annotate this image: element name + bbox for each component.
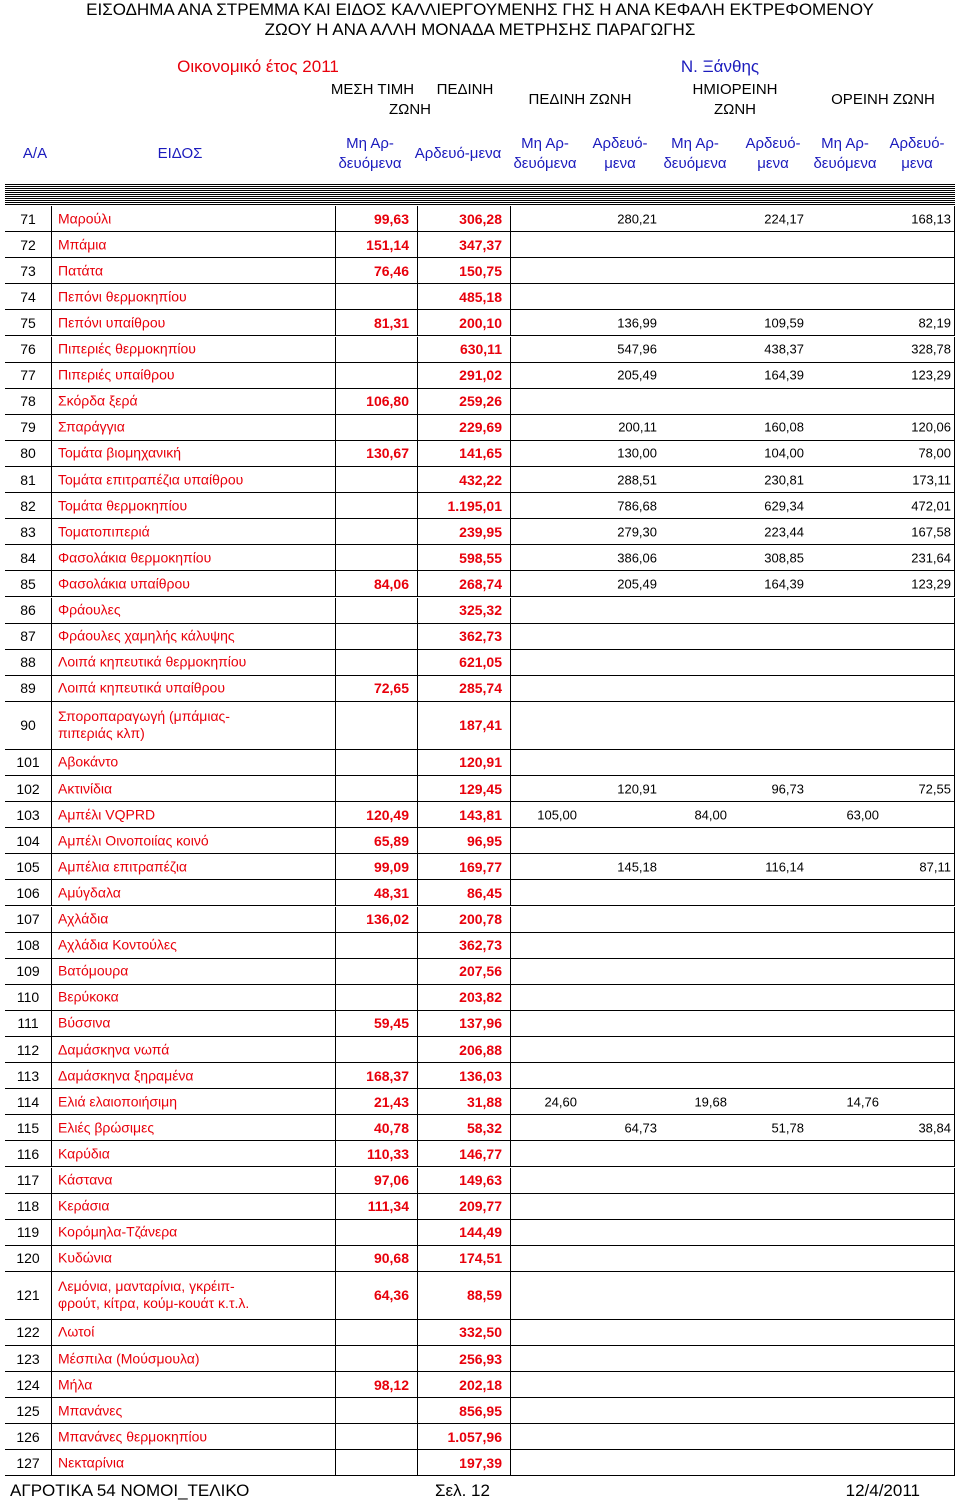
table-row	[5, 776, 955, 802]
row-mean-irrigated: 598,55	[459, 549, 502, 566]
row-name: Σκόρδα ξερά	[58, 392, 138, 409]
row-name: Φασολάκια υπαίθρου	[58, 575, 190, 592]
row-aa: 112	[16, 1041, 40, 1058]
row-aa: 90	[20, 717, 36, 734]
row-name: Αχλάδια Κοντούλες	[58, 936, 177, 953]
table-row	[5, 1037, 955, 1063]
table-header	[0, 54, 960, 188]
row-aa: 101	[16, 754, 40, 771]
row-name: Λοιπά κηπευτικά υπαίθρου	[58, 679, 226, 696]
iz-ar-header-2: μενα	[757, 155, 789, 172]
row-mean-irrigated: 96,95	[466, 832, 502, 849]
row-semi-mountain-zone: 84,00	[694, 807, 727, 823]
row-aa: 76	[20, 341, 36, 358]
table-row	[5, 985, 955, 1011]
row-name: Τομάτα βιομηχανική	[58, 444, 182, 461]
row-name: Μήλα	[58, 1376, 93, 1393]
table-row	[5, 1011, 955, 1037]
document-title	[0, 0, 960, 40]
row-name	[58, 708, 230, 742]
row-mean-non-irrigated: 98,12	[373, 1376, 409, 1393]
col-eidos-header: ΕΙΔΟΣ	[157, 145, 203, 162]
row-aa: 111	[17, 1015, 39, 1032]
row-aa: 121	[16, 1287, 40, 1304]
row-aa: 110	[16, 989, 40, 1006]
row-name: Δαμάσκηνα νωπά	[58, 1041, 170, 1058]
table-row	[5, 750, 955, 776]
row-mean-irrigated: 207,56	[459, 963, 502, 980]
table-row	[5, 206, 955, 232]
row-semi-mountain-zone: 164,39	[764, 576, 804, 592]
table-row	[5, 493, 955, 519]
row-mountain-zone: 167,58	[911, 524, 951, 540]
row-aa: 122	[16, 1324, 40, 1341]
row-mountain-zone: 38,84	[918, 1120, 951, 1136]
row-mean-non-irrigated: 136,02	[366, 911, 409, 928]
row-name: Μπάμια	[58, 236, 107, 253]
row-mean-irrigated: 150,75	[459, 262, 502, 279]
row-plain-zone: 786,68	[617, 498, 657, 514]
title-line-1: ΕΙΣΟΔΗΜΑ ΑΝΑ ΣΤΡΕΜΜΑ ΚΑΙ ΕΙΔΟΣ ΚΑΛΛΙΕΡΓΟΥΜΕΝΗΣ ΓΗΣ Η ΑΝΑ ΚΕΦΑΛΗ ΕΚΤΡΕΦΟΜΕΝΟΥ	[86, 0, 874, 19]
imioreini-label: ΗΜΙΟΡΕΙΝΗ	[692, 81, 778, 98]
table-row	[5, 802, 955, 828]
row-semi-mountain-zone: 164,39	[764, 367, 804, 383]
table-row	[5, 1063, 955, 1089]
row-plain-zone: 288,51	[617, 472, 657, 488]
row-mountain-zone: 472,01	[911, 498, 951, 514]
row-aa: 81	[20, 471, 36, 488]
table-row	[5, 624, 955, 650]
row-name: Μαρούλι	[58, 210, 112, 227]
row-mean-non-irrigated: 65,89	[373, 832, 409, 849]
row-mean-irrigated: 291,02	[459, 367, 502, 384]
row-aa: 72	[20, 236, 36, 253]
pedini-zoni-label: ΠΕΔΙΝΗ ΖΩΝΗ	[528, 91, 632, 108]
table-row	[5, 258, 955, 284]
row-name: Κεράσια	[58, 1197, 110, 1214]
row-plain-zone: 386,06	[617, 550, 657, 566]
row-mean-irrigated: 200,10	[459, 314, 502, 331]
row-aa: 123	[16, 1350, 40, 1367]
row-mean-non-irrigated: 81,31	[373, 314, 409, 331]
table-row	[5, 880, 955, 906]
table-row	[5, 337, 955, 363]
row-name: Αχλάδια	[58, 910, 109, 927]
row-name: Λοιπά κηπευτικά θερμοκηπίου	[58, 653, 247, 670]
row-name: Πιπεριές υπαίθρου	[58, 366, 175, 383]
row-semi-mountain-zone: 223,44	[764, 524, 804, 540]
row-name: Πεπόνι θερμοκηπίου	[58, 288, 187, 305]
row-aa: 87	[20, 628, 36, 645]
row-name: Φασολάκια θερμοκηπίου	[58, 549, 212, 566]
table-row	[5, 1168, 955, 1194]
row-mountain-zone: 78,00	[918, 445, 951, 461]
row-mean-irrigated: 229,69	[459, 419, 502, 436]
row-mean-irrigated: 146,77	[459, 1145, 502, 1162]
table-row	[5, 676, 955, 702]
table-row	[5, 1272, 955, 1320]
row-mean-irrigated: 1.195,01	[447, 497, 502, 514]
oz-ar-header-1: Αρδευό-	[889, 135, 945, 152]
imioreini-zoni-label: ΖΩΝΗ	[713, 101, 757, 118]
mesi-timi-label: ΜΕΣΗ ΤΙΜΗ	[330, 81, 415, 98]
row-mean-irrigated: 239,95	[459, 523, 502, 540]
row-semi-mountain-zone: 308,85	[764, 550, 804, 566]
row-mean-irrigated: 197,39	[459, 1454, 502, 1471]
row-name: Δαμάσκηνα ξηραμένα	[58, 1067, 194, 1084]
row-name: Αμπέλια επιτραπέζια	[58, 858, 188, 875]
row-mean-irrigated: 143,81	[459, 806, 502, 823]
row-aa: 89	[20, 680, 36, 697]
row-semi-mountain-zone: 160,08	[764, 419, 804, 435]
row-plain-zone: 130,00	[617, 445, 657, 461]
table-row	[5, 571, 955, 597]
row-aa: 119	[16, 1224, 40, 1241]
row-mean-non-irrigated: 90,68	[373, 1250, 409, 1267]
footer-page-number: Σελ. 12	[435, 1481, 490, 1500]
row-mean-non-irrigated: 106,80	[366, 393, 409, 410]
pz-mi-header-2: δευόμενα	[513, 155, 577, 172]
row-plain-zone: 120,91	[617, 781, 657, 797]
table-row	[5, 650, 955, 676]
row-mean-non-irrigated: 130,67	[366, 445, 409, 462]
row-mean-irrigated: 174,51	[459, 1250, 502, 1267]
row-name: Ελιές βρώσιμες	[58, 1119, 155, 1136]
row-mean-irrigated: 485,18	[459, 288, 502, 305]
table-row	[5, 1220, 955, 1246]
row-aa: 78	[20, 393, 36, 410]
row-mean-irrigated: 362,73	[459, 628, 502, 645]
row-mean-irrigated: 144,49	[459, 1224, 502, 1241]
table-row	[5, 310, 955, 336]
row-semi-mountain-zone: 438,37	[764, 341, 804, 357]
iz-mi-header-1: Μη Αρ-	[671, 135, 719, 152]
row-aa: 84	[20, 549, 36, 566]
row-mean-non-irrigated: 84,06	[373, 575, 409, 592]
oz-mi-header-1: Μη Αρ-	[821, 135, 869, 152]
mt-ar-header: Αρδευό-μενα	[414, 145, 502, 162]
row-aa: 107	[16, 911, 40, 928]
row-name-line1: Λεμόνια, μανταρίνια, γκρέιπ-	[58, 1278, 235, 1295]
row-mountain-zone: 87,11	[919, 859, 951, 875]
oreini-zoni-label: ΟΡΕΙΝΗ ΖΩΝΗ	[831, 91, 935, 108]
table-row	[5, 1320, 955, 1346]
row-mountain-zone: 123,29	[911, 576, 951, 592]
pz-mi-header-1: Μη Αρ-	[521, 135, 569, 152]
row-aa: 120	[16, 1250, 40, 1267]
row-name: Τομάτα επιτραπέζια υπαίθρου	[58, 471, 244, 488]
row-mean-irrigated: 630,11	[459, 341, 502, 358]
row-mean-non-irrigated: 72,65	[373, 680, 409, 697]
row-name-line1: Σποροπαραγωγή (μπάμιας-	[58, 708, 230, 725]
row-mean-non-irrigated: 64,36	[373, 1287, 409, 1304]
page-footer	[0, 1478, 960, 1503]
row-mean-non-irrigated: 120,49	[366, 806, 409, 823]
table-row	[5, 854, 955, 880]
table-row	[5, 545, 955, 571]
row-mean-irrigated: 332,50	[459, 1324, 502, 1341]
row-plain-zone: 280,21	[617, 211, 657, 227]
table-row	[5, 959, 955, 985]
row-mountain-zone: 72,55	[918, 781, 951, 797]
row-name: Αμπέλι Οινοποιίας κοινό	[58, 832, 209, 849]
mt-mi-header-1: Μη Αρ-	[346, 135, 394, 152]
table-row	[5, 1194, 955, 1220]
footer-doc-name: ΑΓΡΟΤΙΚΑ 54 ΝΟΜΟΙ_ΤΕΛΙΚΟ	[10, 1481, 250, 1500]
row-mean-irrigated: 141,65	[459, 445, 502, 462]
row-name: Βύσσινα	[58, 1014, 111, 1031]
row-semi-mountain-zone: 51,78	[771, 1120, 804, 1136]
row-mean-irrigated: 306,28	[459, 210, 502, 227]
table-row	[5, 1089, 955, 1115]
row-mean-irrigated: 256,93	[459, 1350, 502, 1367]
row-mean-non-irrigated: 76,46	[373, 262, 409, 279]
table-row	[5, 1115, 955, 1141]
row-aa: 75	[20, 314, 36, 331]
col-aa-header: Α/Α	[22, 145, 48, 162]
row-mean-irrigated: 88,59	[466, 1287, 502, 1304]
row-aa: 124	[16, 1376, 40, 1393]
row-aa: 79	[20, 419, 36, 436]
table-row	[5, 1398, 955, 1424]
title-line-2: ΖΩΟΥ Η ΑΝΑ ΑΛΛΗ ΜΟΝΑΔΑ ΜΕΤΡΗΣΗΣ ΠΑΡΑΓΩΓΗΣ	[264, 20, 696, 39]
table-row	[5, 828, 955, 854]
row-mountain-zone: 123,29	[911, 367, 951, 383]
row-semi-mountain-zone: 230,81	[764, 472, 804, 488]
table-row	[5, 1372, 955, 1398]
row-aa: 83	[20, 523, 36, 540]
row-semi-mountain-zone: 109,59	[764, 315, 804, 331]
row-aa: 125	[16, 1402, 40, 1419]
row-aa: 109	[16, 963, 40, 980]
row-mean-irrigated: 432,22	[459, 471, 502, 488]
row-name: Πεπόνι υπαίθρου	[58, 314, 166, 331]
row-aa: 103	[16, 806, 40, 823]
row-plain-zone: 24,60	[544, 1094, 577, 1110]
row-aa: 73	[20, 262, 36, 279]
row-mean-non-irrigated: 48,31	[373, 884, 409, 901]
row-mean-irrigated: 202,18	[459, 1376, 502, 1393]
row-semi-mountain-zone: 116,14	[765, 859, 804, 875]
row-plain-zone: 205,49	[617, 576, 657, 592]
row-plain-zone: 200,11	[618, 419, 657, 435]
row-mean-irrigated: 187,41	[459, 717, 502, 734]
row-mean-non-irrigated: 168,37	[366, 1067, 409, 1084]
row-aa: 127	[16, 1454, 40, 1471]
row-plain-zone: 136,99	[617, 315, 657, 331]
row-mean-irrigated: 1.057,96	[447, 1428, 502, 1445]
row-mountain-zone: 14,76	[846, 1094, 879, 1110]
header-rule-lines	[5, 184, 955, 206]
table-row	[5, 441, 955, 467]
row-mountain-zone: 173,11	[912, 472, 951, 488]
table-row	[5, 415, 955, 441]
row-mean-non-irrigated: 99,63	[373, 210, 409, 227]
table-row	[5, 389, 955, 415]
row-aa: 85	[20, 575, 36, 592]
row-aa: 71	[20, 210, 36, 227]
row-name: Νεκταρίνια	[58, 1454, 125, 1471]
row-name: Κορόμηλα-Τζάνερα	[58, 1223, 178, 1240]
row-aa: 117	[16, 1172, 40, 1189]
row-name: Ακτινίδια	[58, 780, 113, 797]
row-name: Φράουλες	[58, 601, 121, 618]
row-name: Φράουλες χαμηλής κάλυψης	[58, 627, 235, 644]
oz-ar-header-2: μενα	[901, 155, 933, 172]
row-plain-zone: 547,96	[617, 341, 657, 357]
pz-ar-header-1: Αρδευό-	[592, 135, 648, 152]
mt-mi-header-2: δευόμενα	[338, 155, 402, 172]
row-mean-irrigated: 136,03	[459, 1067, 502, 1084]
table-row	[5, 933, 955, 959]
row-name: Πιπεριές θερμοκηπίου	[58, 340, 196, 357]
row-aa: 104	[16, 832, 40, 849]
table-row	[5, 363, 955, 389]
row-mean-irrigated: 325,32	[459, 602, 502, 619]
row-name: Ελιά ελαιοποιήσιμη	[58, 1093, 177, 1110]
row-aa: 106	[16, 884, 40, 901]
row-name: Μπανάνες	[58, 1402, 123, 1419]
row-mountain-zone: 328,78	[911, 341, 951, 357]
row-plain-zone: 105,00	[537, 807, 577, 823]
row-plain-zone: 64,73	[624, 1120, 657, 1136]
row-mean-irrigated: 129,45	[459, 780, 502, 797]
row-mountain-zone: 120,06	[911, 419, 951, 435]
row-aa: 115	[16, 1119, 40, 1136]
row-name: Λωτοί	[58, 1323, 95, 1340]
row-name: Πατάτα	[58, 262, 104, 279]
row-mountain-zone: 168,13	[911, 211, 951, 227]
table-row	[5, 1424, 955, 1450]
row-mean-irrigated: 203,82	[459, 989, 502, 1006]
row-mean-irrigated: 200,78	[459, 911, 502, 928]
row-mountain-zone: 82,19	[918, 315, 951, 331]
table-row	[5, 1141, 955, 1167]
row-name: Μέσπιλα (Μούσμουλα)	[58, 1350, 200, 1367]
row-plain-zone: 205,49	[617, 367, 657, 383]
prefecture: Ν. Ξάνθης	[680, 57, 760, 76]
row-name-line2: φρούτ, κίτρα, κούμ-κουάτ κ.τ.λ.	[58, 1295, 250, 1312]
row-name	[58, 1278, 249, 1312]
row-aa: 74	[20, 288, 36, 305]
table-row	[5, 1450, 955, 1476]
row-aa: 114	[16, 1093, 40, 1110]
row-mean-irrigated: 149,63	[459, 1172, 502, 1189]
row-mean-irrigated: 31,88	[466, 1093, 502, 1110]
row-mountain-zone: 231,64	[911, 550, 951, 566]
row-mean-irrigated: 206,88	[459, 1041, 502, 1058]
row-aa: 82	[20, 497, 36, 514]
row-name: Κάστανα	[58, 1171, 113, 1188]
oz-mi-header-2: δευόμενα	[813, 155, 877, 172]
row-plain-zone: 279,30	[617, 524, 657, 540]
row-mean-irrigated: 86,45	[466, 884, 502, 901]
row-mean-non-irrigated: 21,43	[373, 1093, 409, 1110]
row-mountain-zone: 63,00	[846, 807, 879, 823]
table-row	[5, 467, 955, 493]
row-name: Βερύκοκα	[58, 988, 119, 1005]
row-semi-mountain-zone: 104,00	[764, 445, 804, 461]
footer-date: 12/4/2011	[845, 1481, 920, 1500]
row-aa: 77	[20, 367, 36, 384]
row-mean-non-irrigated: 110,33	[366, 1145, 409, 1162]
row-name: Κυδώνια	[58, 1249, 112, 1266]
table-row	[5, 1346, 955, 1372]
row-mean-irrigated: 621,05	[459, 654, 502, 671]
row-name: Αμύγδαλα	[58, 884, 121, 901]
row-name: Τομάτα θερμοκηπίου	[58, 497, 188, 514]
row-semi-mountain-zone: 224,17	[764, 211, 804, 227]
row-mean-irrigated: 137,96	[459, 1015, 502, 1032]
iz-ar-header-1: Αρδευό-	[745, 135, 801, 152]
table-row	[5, 519, 955, 545]
mesi-zoni-label: ΖΩΝΗ	[388, 101, 432, 118]
row-mean-irrigated: 285,74	[459, 680, 502, 697]
row-mean-non-irrigated: 97,06	[373, 1172, 409, 1189]
row-aa: 105	[16, 858, 40, 875]
row-mean-irrigated: 169,77	[459, 858, 502, 875]
table-row	[5, 284, 955, 310]
row-mean-non-irrigated: 99,09	[373, 858, 409, 875]
row-aa: 86	[20, 602, 36, 619]
row-aa: 88	[20, 654, 36, 671]
row-aa: 113	[16, 1067, 40, 1084]
table-row	[5, 1246, 955, 1272]
row-aa: 108	[16, 937, 40, 954]
row-name: Τοματοπιπεριά	[58, 523, 150, 540]
row-mean-irrigated: 120,91	[459, 754, 502, 771]
row-mean-irrigated: 347,37	[459, 236, 502, 253]
row-mean-irrigated: 259,26	[459, 393, 502, 410]
fiscal-year: Οικονομικό έτος 2011	[177, 57, 339, 76]
row-mean-non-irrigated: 40,78	[373, 1119, 409, 1136]
row-name-line2: πιπεριάς κλπ)	[58, 725, 145, 742]
row-semi-mountain-zone: 629,34	[764, 498, 804, 514]
table-row	[5, 702, 955, 750]
row-mean-irrigated: 268,74	[459, 575, 502, 592]
iz-mi-header-2: δευόμενα	[663, 155, 727, 172]
row-aa: 80	[20, 445, 36, 462]
row-mean-irrigated: 362,73	[459, 937, 502, 954]
row-aa: 118	[16, 1198, 40, 1215]
row-mean-non-irrigated: 59,45	[373, 1015, 409, 1032]
row-name: Αβοκάντο	[58, 753, 119, 770]
row-mean-irrigated: 856,95	[459, 1402, 502, 1419]
row-plain-zone: 145,18	[617, 859, 657, 875]
row-name: Αμπέλι VQPRD	[58, 806, 156, 823]
row-aa: 102	[16, 780, 40, 797]
pz-ar-header-2: μενα	[604, 155, 636, 172]
mesi-pedini-label: ΠΕΔΙΝΗ	[436, 81, 494, 98]
row-mean-irrigated: 209,77	[459, 1198, 502, 1215]
table-row	[5, 598, 955, 624]
row-mean-non-irrigated: 151,14	[366, 236, 409, 253]
row-aa: 116	[16, 1145, 40, 1162]
table-row	[5, 232, 955, 258]
row-semi-mountain-zone: 19,68	[694, 1094, 727, 1110]
row-name: Σπαράγγια	[58, 418, 125, 435]
row-semi-mountain-zone: 96,73	[771, 781, 804, 797]
row-name: Καρύδια	[58, 1145, 110, 1162]
row-name: Βατόμουρα	[58, 962, 129, 979]
row-mean-non-irrigated: 111,34	[367, 1198, 409, 1215]
row-mean-irrigated: 58,32	[466, 1119, 502, 1136]
row-aa: 126	[16, 1428, 40, 1445]
row-name: Μπανάνες θερμοκηπίου	[58, 1428, 208, 1445]
table-row	[5, 907, 955, 933]
